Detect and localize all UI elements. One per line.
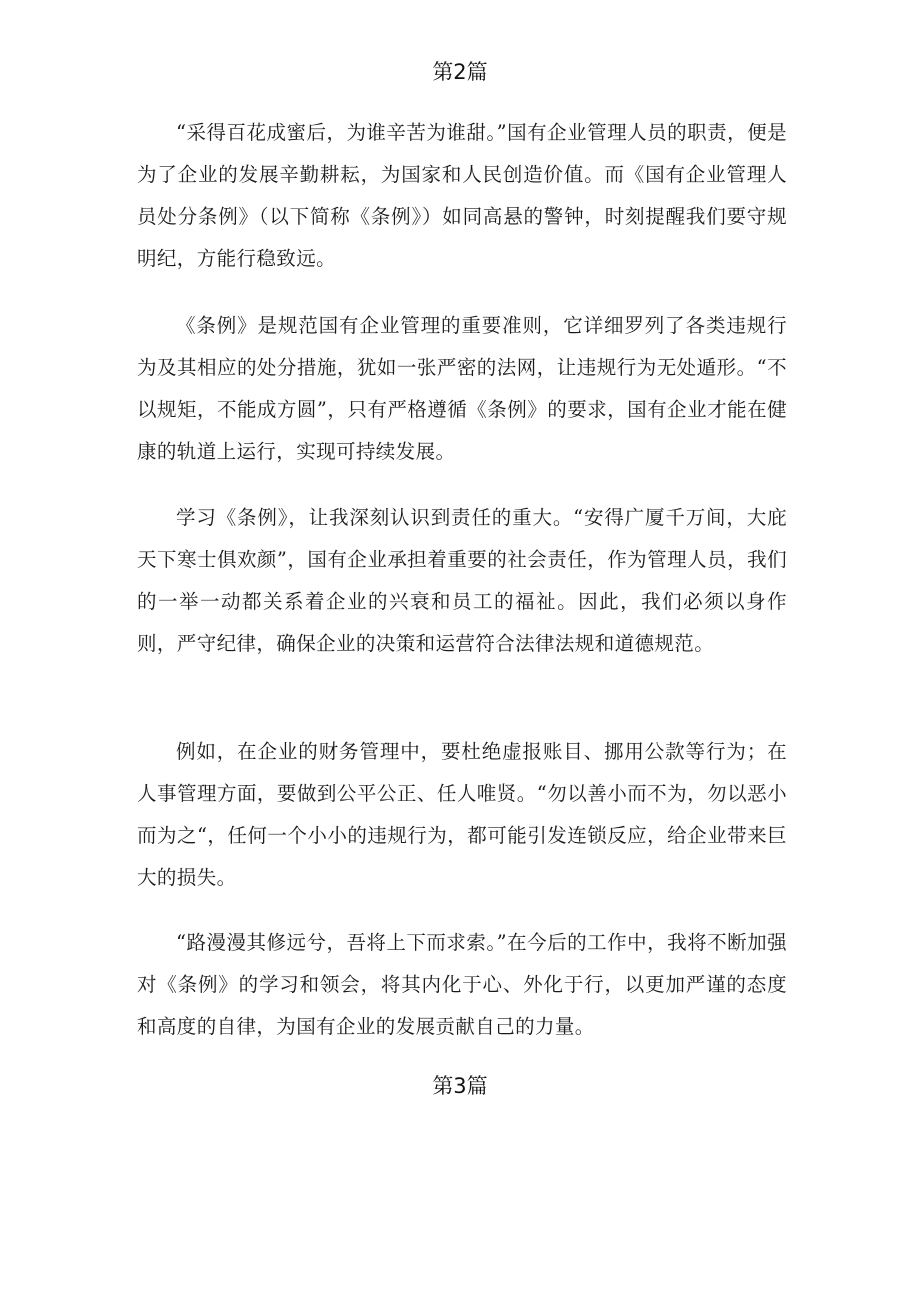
section-heading-3: 第3篇 [432, 1074, 488, 1098]
paragraph-4: 例如，在企业的财务管理中，要杜绝虚报账目、挪用公款等行为；在人事管理方面，要做到公平公正、任人唯贤。“勿以善小而不为，勿以恶小而为之“，任何一个小小的违规行为，都可能引发连锁反应，给企业带来巨大的损失。 [137, 740, 787, 889]
paragraph-2: 《条例》是规范国有企业管理的重要准则，它详细罗列了各类违规行为及其相应的处分措施，犹如一张严密的法网，让违规行为无处遁形。“不以规矩，不能成方圆”，只有严格遵循《条例》的要求，国有企业才能在健康的轨道上运行，实现可持续发展。 [137, 314, 787, 463]
section-heading-2: 第2篇 [432, 60, 488, 84]
paragraph-3: 学习《条例》，让我深刻认识到责任的重大。“安得广厦千万间，大庇天下寒士俱欢颜”，国有企业承担着重要的社会责任，作为管理人员，我们的一举一动都关系着企业的兴衰和员工的福祉。因此，我们必须以身作则，严守纪律，确保企业的决策和运营符合法律法规和道德规范。 [137, 506, 787, 655]
paragraph-1: “采得百花成蜜后，为谁辛苦为谁甜。”国有企业管理人员的职责，便是为了企业的发展辛勤耕耘，为国家和人民创造价值。而《国有企业管理人员处分条例》（以下简称《条例》）如同高悬的警钟，时刻提醒我们要守规明纪，方能行稳致远。 [137, 121, 787, 270]
paragraph-5: “路漫漫其修远兮，吾将上下而求索。”在今后的工作中，我将不断加强对《条例》的学习和领会，将其内化于心、外化于行，以更加严谨的态度和高度的自律，为国有企业的发展贡献自己的力量。 [137, 931, 787, 1038]
